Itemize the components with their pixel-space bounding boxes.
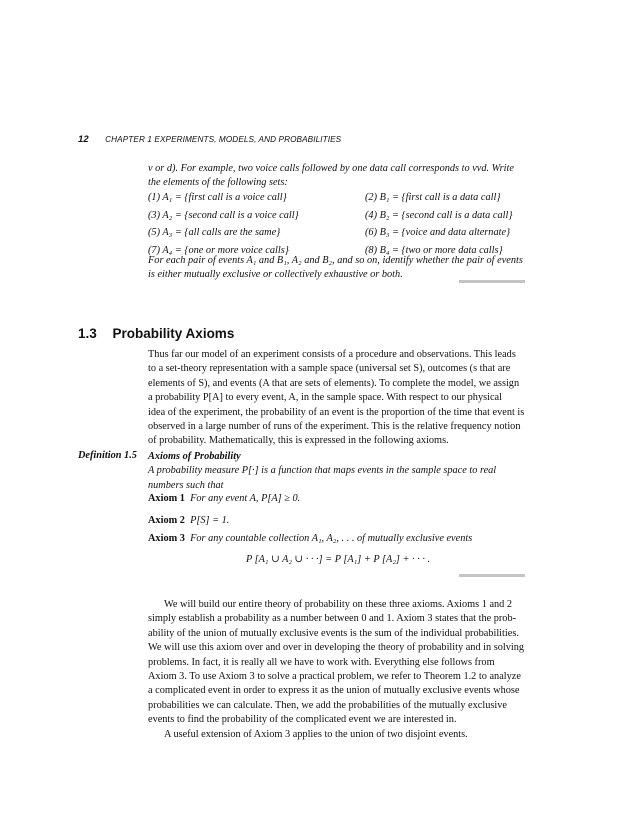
problem-closing bbox=[148, 254, 528, 283]
running-header bbox=[78, 134, 341, 145]
axiom-text: For any countable collection A₁, A₂, . . . of mutually exclusive events bbox=[190, 533, 473, 544]
paragraph-line: events to find the probability of the complicated event we are interested in. bbox=[148, 714, 457, 726]
axiom-3 bbox=[148, 532, 528, 546]
definition-block bbox=[148, 450, 528, 493]
paragraph-line: idea of the experiment, the probability of an event is the proportion of the time that event is bbox=[148, 406, 525, 418]
paragraph-line: Axiom 3. To use Axiom 3 to solve a practical problem, we refer to Theorem 1.2 to analyze bbox=[148, 671, 521, 683]
paragraph-line: Thus far our model of an experiment consists of a procedure and observations. This leads bbox=[148, 349, 516, 360]
problem-closing-line: is either mutually exclusive or collectively exhaustive or both. bbox=[148, 269, 403, 281]
paragraph-line: a complicated event in order to express it as the union of mutually exclusive events whose bbox=[148, 685, 520, 697]
problem-end-rule bbox=[459, 280, 525, 283]
paragraph-line: We will use this axiom over and over in developing the theory of probability and in solving bbox=[148, 642, 525, 654]
paragraph-line: ability of the union of mutually exclusive events is the sum of the individual probabilities. bbox=[148, 627, 519, 639]
section-number: 1.3 bbox=[78, 326, 97, 341]
paragraph-line: probabilities we can calculate. Then, we add the probabilities of the mutually exclusive bbox=[148, 699, 507, 711]
set-item: (4) B₂ = {second call is a data call} bbox=[365, 209, 513, 221]
set-item: (2) B₁ = {first call is a data call} bbox=[365, 192, 501, 203]
definition-text-line: numbers such that bbox=[148, 479, 224, 491]
paragraph-line: A useful extension of Axiom 3 applies to the union of two disjoint events. bbox=[164, 728, 468, 740]
problem-intro-line: the elements of the following sets: bbox=[148, 177, 288, 189]
section-heading bbox=[78, 326, 234, 341]
definition-label: Definition 1.5 bbox=[78, 450, 137, 461]
paragraph-line: a probability P[A] to every event, A, in the sample space. With respect to our physical bbox=[148, 392, 502, 404]
section-title: Probability Axioms bbox=[112, 326, 235, 341]
running-title: CHAPTER 1 EXPERIMENTS, MODELS, AND PROBABILITIES bbox=[105, 135, 342, 144]
axiom-1 bbox=[148, 492, 528, 506]
problem-intro bbox=[148, 162, 528, 191]
set-item: (7) A₄ = {one or more voice calls} bbox=[148, 244, 289, 256]
definition-end-rule bbox=[459, 574, 525, 577]
set-item: (5) A₃ = {all calls are the same} bbox=[148, 227, 281, 238]
paragraph-line: to a set-theory representation with a sample space (universal set S), outcomes (s that are bbox=[148, 363, 511, 375]
paragraph-line: We will build our entire theory of probability on these three axioms. Axioms 1 and 2 bbox=[164, 599, 513, 610]
page-number: 12 bbox=[78, 134, 89, 145]
set-item: (6) B₃ = {voice and data alternate} bbox=[365, 227, 511, 238]
definition-title: Axioms of Probability bbox=[148, 451, 241, 462]
discussion-paragraph bbox=[148, 598, 527, 742]
paragraph-line: elements of S), and events (A that are sets of elements). To complete the model, we assign bbox=[148, 377, 520, 389]
axiom-text: For any event A, P[A] ≥ 0. bbox=[190, 493, 301, 504]
definition-text-line: A probability measure P[·] is a function that maps events in the sample space to real bbox=[148, 465, 497, 477]
paragraph-line: simply establish a probability as a number between 0 and 1. Axiom 3 states that the prob- bbox=[148, 613, 517, 625]
paragraph-line: observed in a large number of runs of the experiment. This is the relative frequency notion bbox=[148, 421, 521, 433]
paragraph-line: problems. In fact, it is really all we have to work with. Everything else follows from bbox=[148, 656, 495, 668]
paragraph-line: of probability. Mathematically, this is expressed in the following axioms. bbox=[148, 435, 449, 447]
axiom-label: Axiom 1 bbox=[148, 493, 185, 504]
set-item: (8) B₄ = {two or more data calls} bbox=[365, 244, 503, 256]
set-item: (1) A₁ = {first call is a voice call} bbox=[148, 192, 287, 203]
axiom-text: P[S] = 1. bbox=[190, 515, 230, 526]
intro-paragraph bbox=[148, 348, 527, 449]
problem-intro-line: v or d). For example, two voice calls followed by one data call corresponds to vvd. Write bbox=[148, 163, 514, 174]
axiom-2 bbox=[148, 514, 528, 528]
axiom-label: Axiom 2 bbox=[148, 515, 185, 526]
axiom-label: Axiom 3 bbox=[148, 533, 185, 544]
problem-closing-line: For each pair of events A₁ and B₁, A₂ and B₂, and so on, identify whether the pair of events bbox=[148, 255, 523, 266]
axiom-3-equation: P [A₁ ∪ A₂ ∪ · · ·] = P [A₁] + P [A₂] + · · · . bbox=[245, 554, 431, 565]
set-item: (3) A₂ = {second call is a voice call} bbox=[148, 209, 299, 221]
problem-sets bbox=[148, 191, 526, 257]
